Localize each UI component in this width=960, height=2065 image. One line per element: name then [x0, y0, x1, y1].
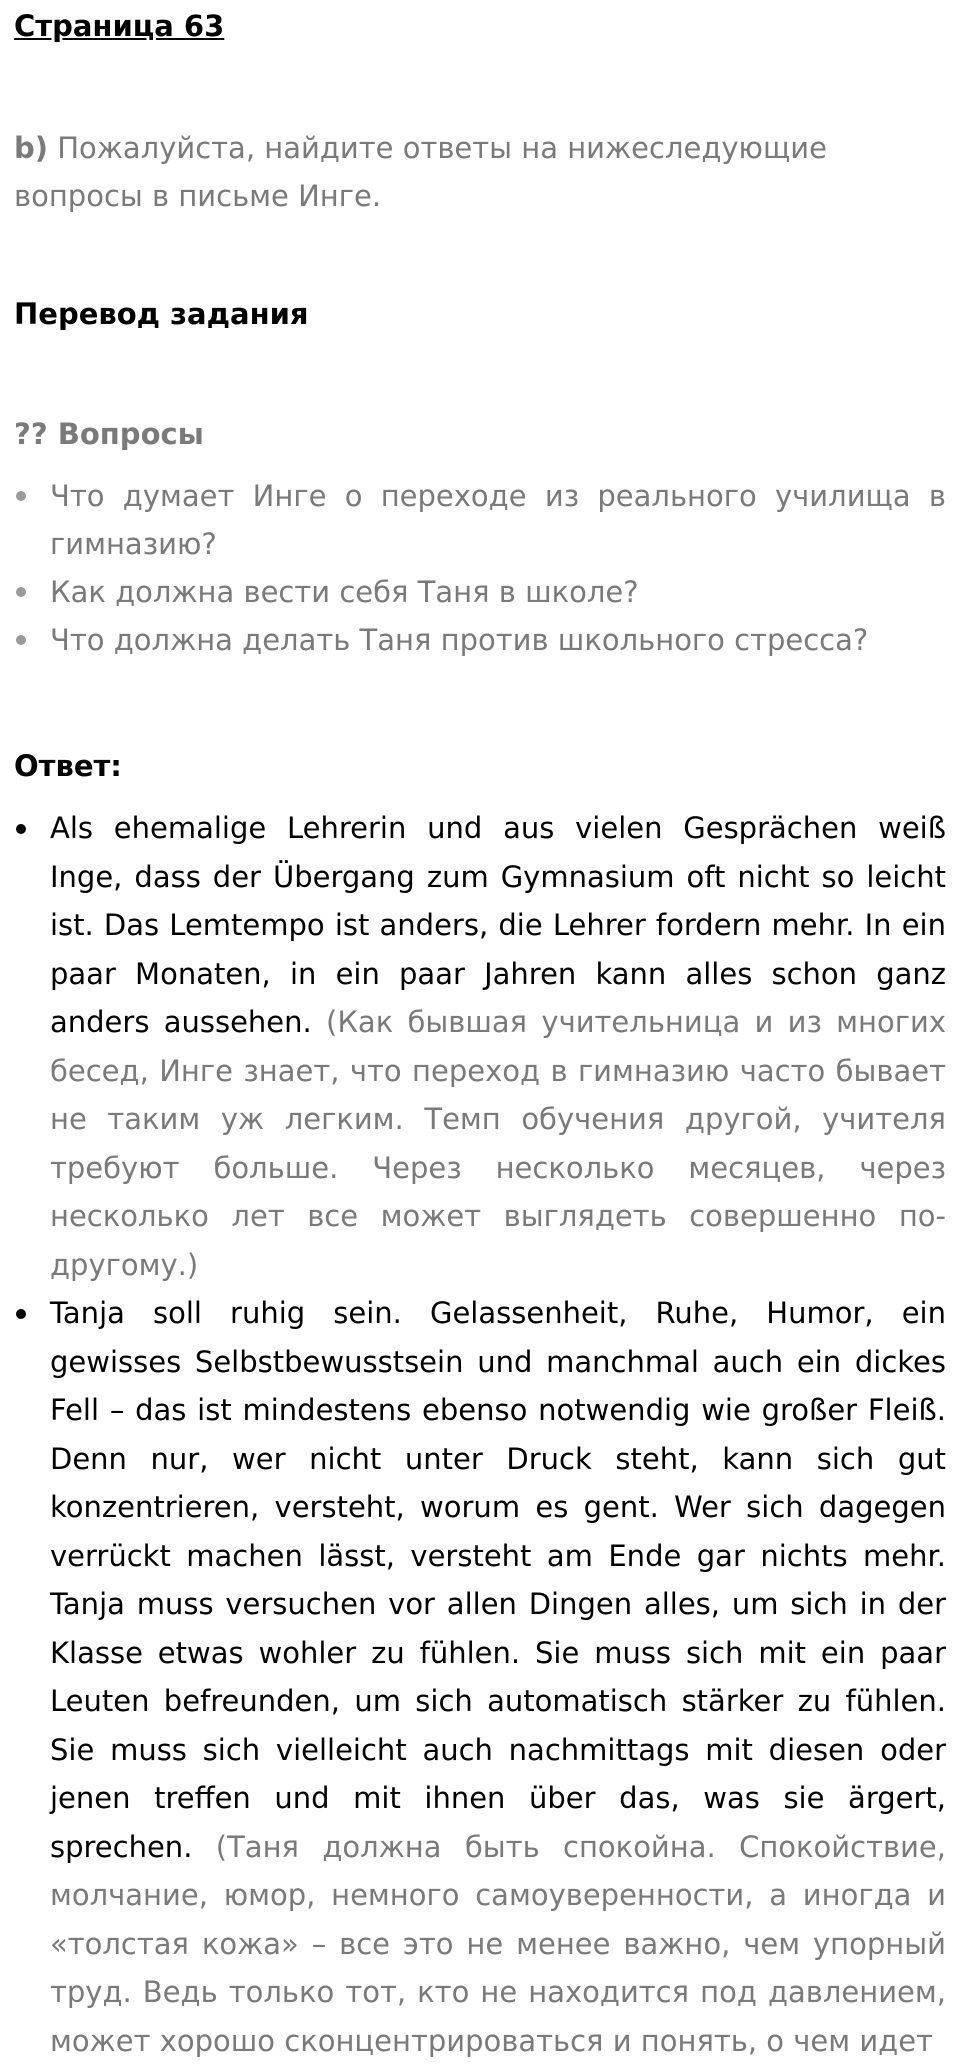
question-item [14, 568, 946, 616]
question-item [14, 472, 946, 568]
translation-heading: Перевод задания [14, 297, 309, 331]
question-text: Что должна делать Таня против школьного стресса? [50, 623, 869, 657]
answer-list [14, 804, 946, 2065]
answer-russian-translation: (Таня должна быть спокойна. Спокойствие, молчание, юмор, немного самоуверенности, а иногда и «толстая кожа» – все это не менее важно, чем упорный труд. Ведь только тот, кто не находится под давлением, может хорошо сконцентрироваться и понять, о чем идет [50, 1829, 946, 2058]
bullet-icon [16, 1309, 26, 1319]
question-text: Что думает Инге о переходе из реального училища в гимназию? [50, 479, 946, 561]
answer-heading: Ответ: [14, 749, 122, 783]
question-text: Как должна вести себя Таня в школе? [50, 575, 639, 609]
bullet-icon [16, 587, 26, 597]
bullet-icon [16, 491, 26, 501]
bullet-icon [16, 635, 26, 645]
questions-list [14, 472, 946, 664]
question-item [14, 616, 946, 664]
answer-item [14, 804, 946, 1289]
answer-german-text: Tanja soll ruhig sein. Gelassenheit, Ruhe, Humor, ein gewisses Selbstbewusstsein und manchmal auch ein dickes Fell – das ist mindestens ebenso notwendig wie großer Fleiß. Denn nur, wer nicht unter Druck steht, kann sich gut konzentrieren, versteht, worum es gent. Wer sich dagegen verrückt machen lässt, versteht am Ende gar nichts mehr. Tanja muss versuchen vor allen Dingen alles, um sich in der Klasse etwas wohler zu fühlen. Sie muss sich mit ein paar Leuten befreunden, um sich automatisch stärker zu fühlen. Sie muss sich vielleicht auch nachmittags mit diesen oder jenen treffen und mit ihnen über das, was sie ärgert, sprechen. [50, 1296, 946, 1864]
bullet-icon [16, 824, 26, 834]
answer-russian-translation: (Как бывшая учительница и из многих бесед, Инге знает, что переход в гимназию часто бывает не таким уж легким. Темп обучения другой, учителя требуют больше. Через несколько месяцев, через несколько лет все может выглядеть совершенно по-другому.) [50, 1005, 946, 1282]
task-instruction [14, 124, 946, 220]
answer-item [14, 1289, 946, 2065]
task-text: Пожалуйста, найдите ответы на нижеследующие вопросы в письме Инге. [14, 131, 827, 213]
task-marker: b) [14, 131, 49, 165]
answer-german-text: Als ehemalige Lehrerin und aus vielen Gesprächen weiß Inge, dass der Übergang zum Gymnasium oft nicht so leicht ist. Das Lemtempo ist anders, die Lehrer fordern mehr. In ein paar Monaten, in ein paar Jahren kann alles schon ganz anders aussehen. [50, 811, 946, 1039]
page-title: Страница 63 [14, 9, 225, 43]
questions-heading: ?? Вопросы [14, 417, 204, 451]
